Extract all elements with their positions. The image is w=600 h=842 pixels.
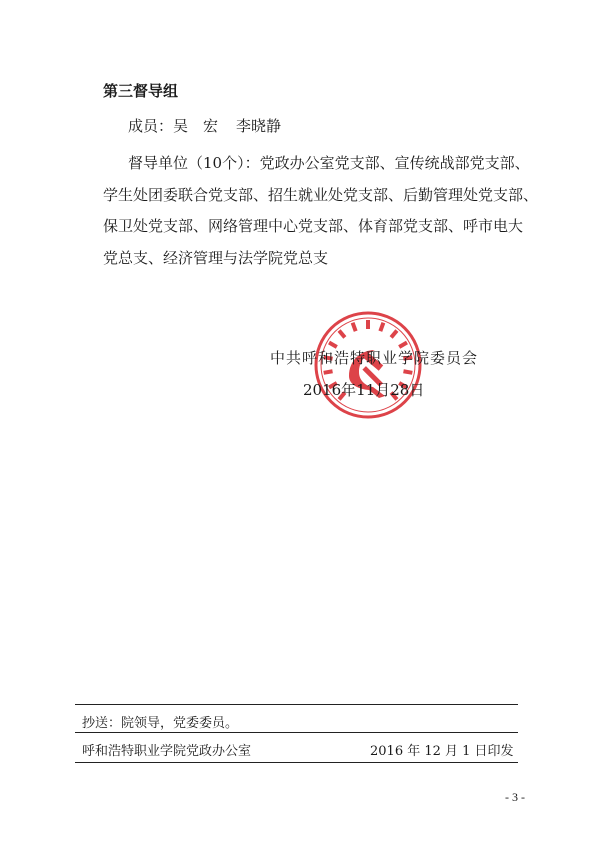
cc-list: 抄送：院领导，党委委员。 <box>82 716 239 731</box>
signature-organization: 中共呼和浩特职业学院委员会 <box>270 349 479 367</box>
divider <box>75 762 518 763</box>
divider <box>75 704 518 705</box>
signature-date: 2016年11月28日 <box>303 381 425 399</box>
supervised-units <box>103 148 543 274</box>
units-line: 保卫处党支部、网络管理中心党支部、体育部党支部、呼市电大 <box>103 217 524 235</box>
issued-date: 2016 年 12 月 1 日印发 <box>370 744 514 759</box>
divider <box>75 732 518 733</box>
members-line <box>128 115 299 136</box>
members-label: 成员： <box>128 117 174 135</box>
page-number: - 3 - <box>505 790 525 804</box>
issuing-office: 呼和浩特职业学院党政办公室 <box>82 744 252 759</box>
member-name: 吴 宏 <box>173 117 219 135</box>
units-line: 学生处团委联合党支部、招生就业处党支部、后勤管理处党支部、 <box>103 185 539 204</box>
group-title: 第三督导组 <box>103 82 179 100</box>
units-line: 督导单位（10个）：党政办公室党支部、宣传统战部党支部、 <box>128 154 530 172</box>
units-line: 党总支、经济管理与法学院党总支 <box>103 248 329 267</box>
member-name: 李晓静 <box>236 117 282 135</box>
